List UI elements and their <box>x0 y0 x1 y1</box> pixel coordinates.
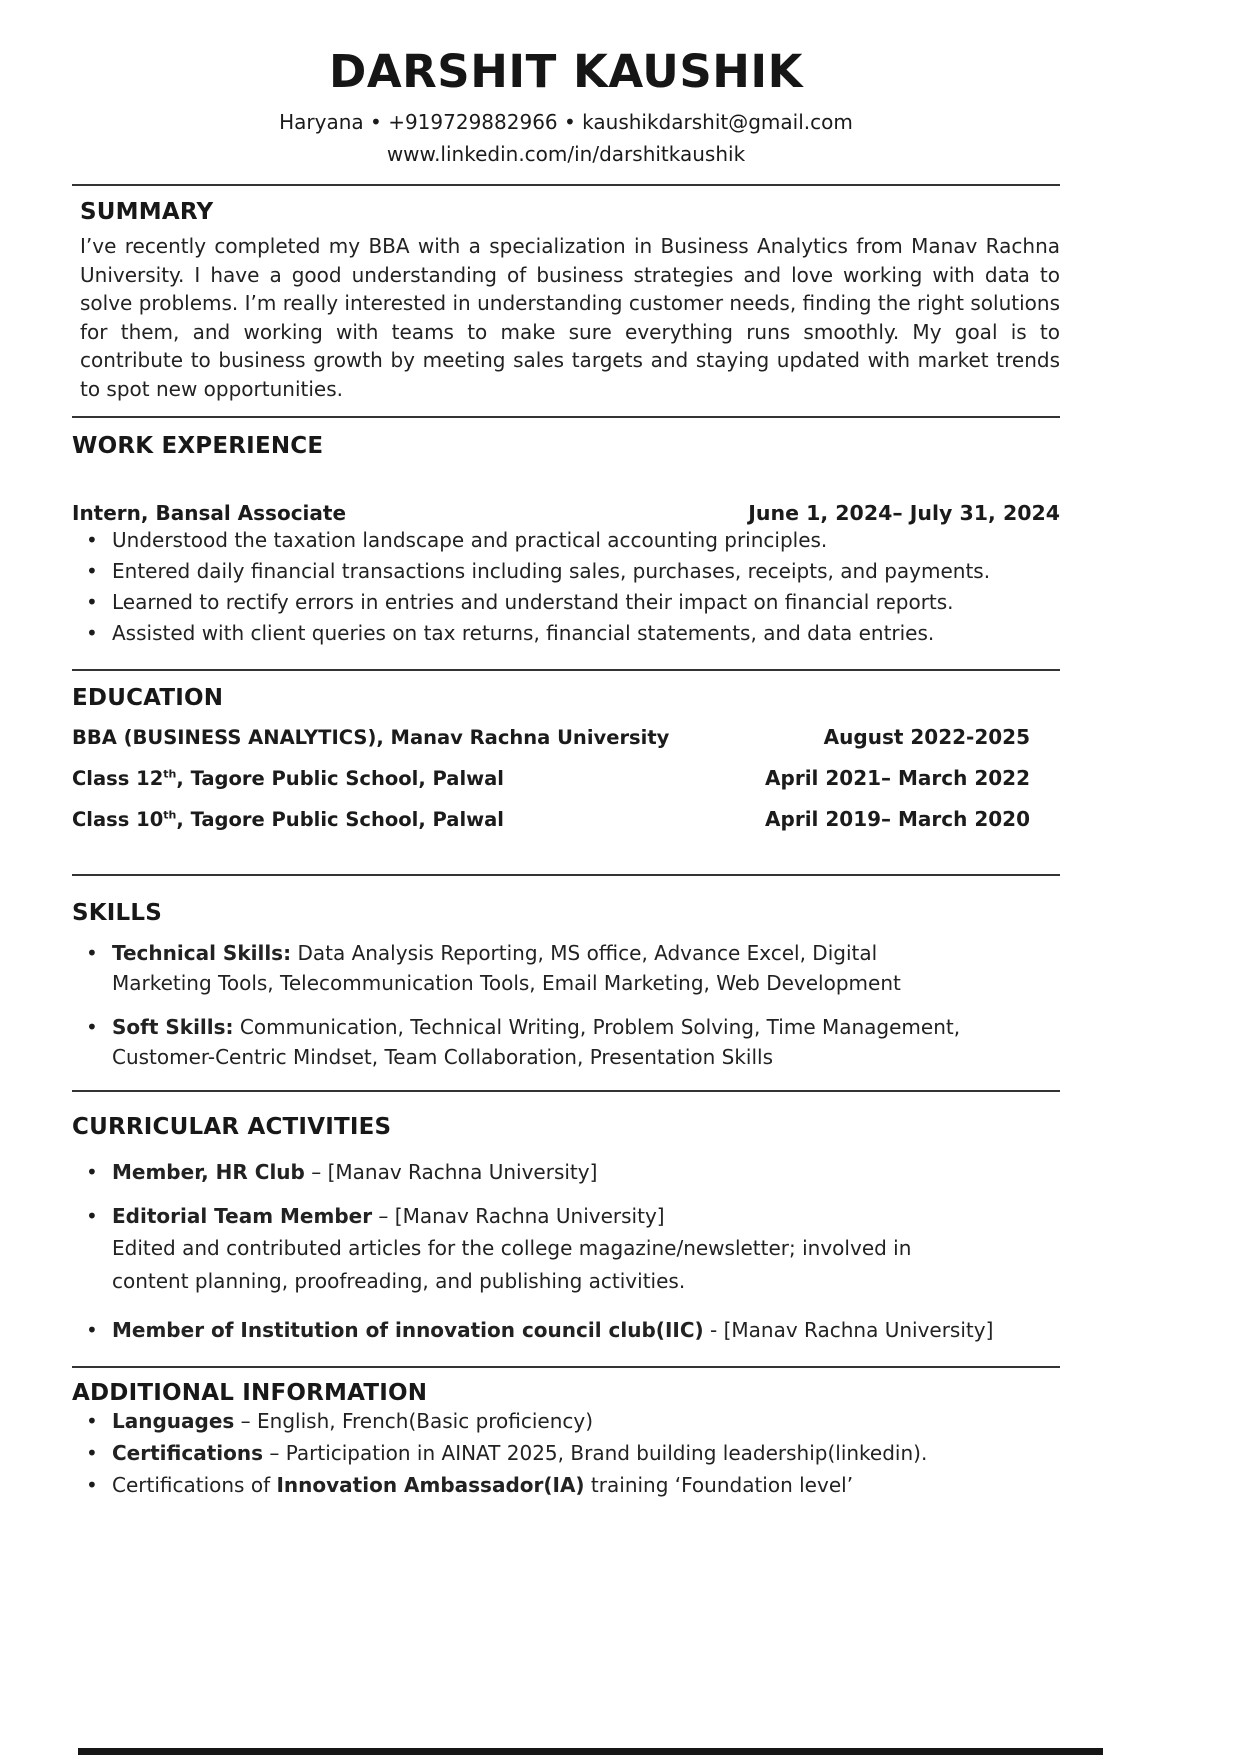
education-rows <box>72 725 1060 832</box>
bullet-icon: • <box>86 590 98 614</box>
info-label: Languages <box>112 1409 235 1433</box>
section-divider <box>72 1090 1060 1092</box>
education-section <box>72 685 1060 832</box>
education-row <box>72 807 1060 832</box>
skill-text: Soft Skills: Communication, Technical Writing, Problem Solving, Time Management, Customer-Centric Mindset, Team Collaboration, Presentation Skills <box>112 1015 961 1069</box>
activity-text: Member, HR Club – [Manav Rachna University] <box>112 1160 598 1184</box>
info-label: Certifications <box>112 1441 263 1465</box>
curricular-list <box>72 1158 1060 1344</box>
summary-heading: SUMMARY <box>80 199 214 225</box>
degree-dates: April 2019– March 2020 <box>765 807 1030 831</box>
education-row <box>72 766 1060 791</box>
info-item <box>72 1438 1060 1469</box>
skill-item <box>72 1012 1060 1072</box>
contact-line: Haryana • +919729882966 • kaushikdarshit@gmail.com <box>279 110 853 134</box>
work-bullet <box>72 525 1060 556</box>
activity-item <box>72 1158 1060 1186</box>
work-bullet <box>72 556 1060 587</box>
job-dates: June 1, 2024– July 31, 2024 <box>748 501 1060 525</box>
bullet-icon: • <box>86 1473 98 1497</box>
degree-dates: August 2022-2025 <box>823 725 1030 749</box>
activity-detail: Edited and contributed articles for the college magazine/newsletter; involved in content planning, proofreading, and publishing activities. <box>112 1236 912 1293</box>
skills-heading: SKILLS <box>72 900 163 926</box>
bullet-icon: • <box>86 621 98 645</box>
bullet-icon: • <box>86 1441 98 1465</box>
info-item <box>72 1470 1060 1501</box>
skill-label: Soft Skills: <box>112 1015 234 1039</box>
section-divider <box>72 874 1060 876</box>
work-bullet <box>72 587 1060 618</box>
education-heading: EDUCATION <box>72 685 224 711</box>
work-experience-section <box>72 433 1060 649</box>
curricular-heading: CURRICULAR ACTIVITIES <box>72 1114 392 1140</box>
bullet-text: Understood the taxation landscape and practical accounting principles. <box>112 528 828 552</box>
bullet-icon: • <box>86 941 98 965</box>
additional-information-section <box>72 1380 1060 1501</box>
degree-text: Class 10th, Tagore Public School, Palwal <box>72 808 504 831</box>
degree-text: BBA (BUSINESS ANALYTICS), Manav Rachna University <box>72 726 670 749</box>
activity-label: Member, HR Club <box>112 1160 305 1184</box>
bullet-text: Assisted with client queries on tax returns, financial statements, and data entries. <box>112 621 935 645</box>
info-text: Certifications of Innovation Ambassador(IA) training ‘Foundation level’ <box>112 1473 854 1497</box>
degree-text: Class 12th, Tagore Public School, Palwal <box>72 767 504 790</box>
activity-item <box>72 1316 1060 1344</box>
info-label: Innovation Ambassador(IA) <box>276 1473 585 1497</box>
job-row <box>72 501 1060 525</box>
bullet-text: Learned to rectify errors in entries and understand their impact on financial reports. <box>112 590 954 614</box>
bullet-icon: • <box>86 1318 98 1342</box>
work-bullet-list <box>72 525 1060 649</box>
skill-item <box>72 938 1060 998</box>
bullet-icon: • <box>86 1015 98 1039</box>
section-divider <box>72 669 1060 671</box>
bullet-icon: • <box>86 1409 98 1433</box>
bullet-icon: • <box>86 1204 98 1228</box>
additional-list <box>72 1406 1060 1501</box>
bullet-icon: • <box>86 1160 98 1184</box>
activity-item <box>72 1202 1060 1298</box>
skill-label: Technical Skills: <box>112 941 292 965</box>
resume-name: DARSHIT KAUSHIK <box>328 45 804 98</box>
info-item <box>72 1406 1060 1437</box>
section-divider <box>72 1366 1060 1368</box>
summary-text: I’ve recently completed my BBA with a specialization in Business Analytics from Manav Rachna University. I have a good understanding of business strategies and love working with data to solve problems. I’m really interested in understanding customer needs, finding the right solutions for them, and working with teams to make sure everything runs smoothly. My goal is to contribute to business growth by meeting sales targets and staying updated with market trends to spot new opportunities. <box>80 234 1060 401</box>
job-title: Intern, Bansal Associate <box>72 501 347 525</box>
activity-text: Member of Institution of innovation council club(IIC) - [Manav Rachna University] <box>112 1318 994 1342</box>
activity-text: Editorial Team Member – [Manav Rachna University] Edited and contributed articles for the college magazine/newsletter; involved in content planning, proofreading, and publishing activities. <box>112 1202 982 1298</box>
linkedin-url: www.linkedin.com/in/darshitkaushik <box>386 142 746 166</box>
bullet-icon: • <box>86 559 98 583</box>
curricular-activities-section <box>72 1114 1060 1344</box>
activity-label: Editorial Team Member <box>112 1204 373 1228</box>
info-text: Languages – English, French(Basic proficiency) <box>112 1409 594 1433</box>
bullet-icon: • <box>86 528 98 552</box>
info-text: Certifications – Participation in AINAT 2025, Brand building leadership(linkedin). <box>112 1441 928 1465</box>
cutoff-divider <box>78 1748 1103 1755</box>
skills-section <box>72 900 1060 1072</box>
skill-text: Technical Skills: Data Analysis Reporting, MS office, Advance Excel, Digital Marketing Tools, Telecommunication Tools, Email Marketing, Web Development <box>112 941 901 995</box>
work-heading: WORK EXPERIENCE <box>72 433 324 459</box>
summary-section <box>72 199 1060 403</box>
work-bullet <box>72 618 1060 649</box>
activity-label: Member of Institution of innovation council club(IIC) <box>112 1318 704 1342</box>
section-divider <box>72 416 1060 418</box>
skills-list <box>72 938 1060 1072</box>
section-divider <box>72 184 1060 186</box>
resume-header <box>72 46 1060 166</box>
additional-heading: ADDITIONAL INFORMATION <box>72 1380 428 1406</box>
degree-dates: April 2021– March 2022 <box>765 766 1030 790</box>
education-row <box>72 725 1060 750</box>
bullet-text: Entered daily financial transactions including sales, purchases, receipts, and payments. <box>112 559 991 583</box>
